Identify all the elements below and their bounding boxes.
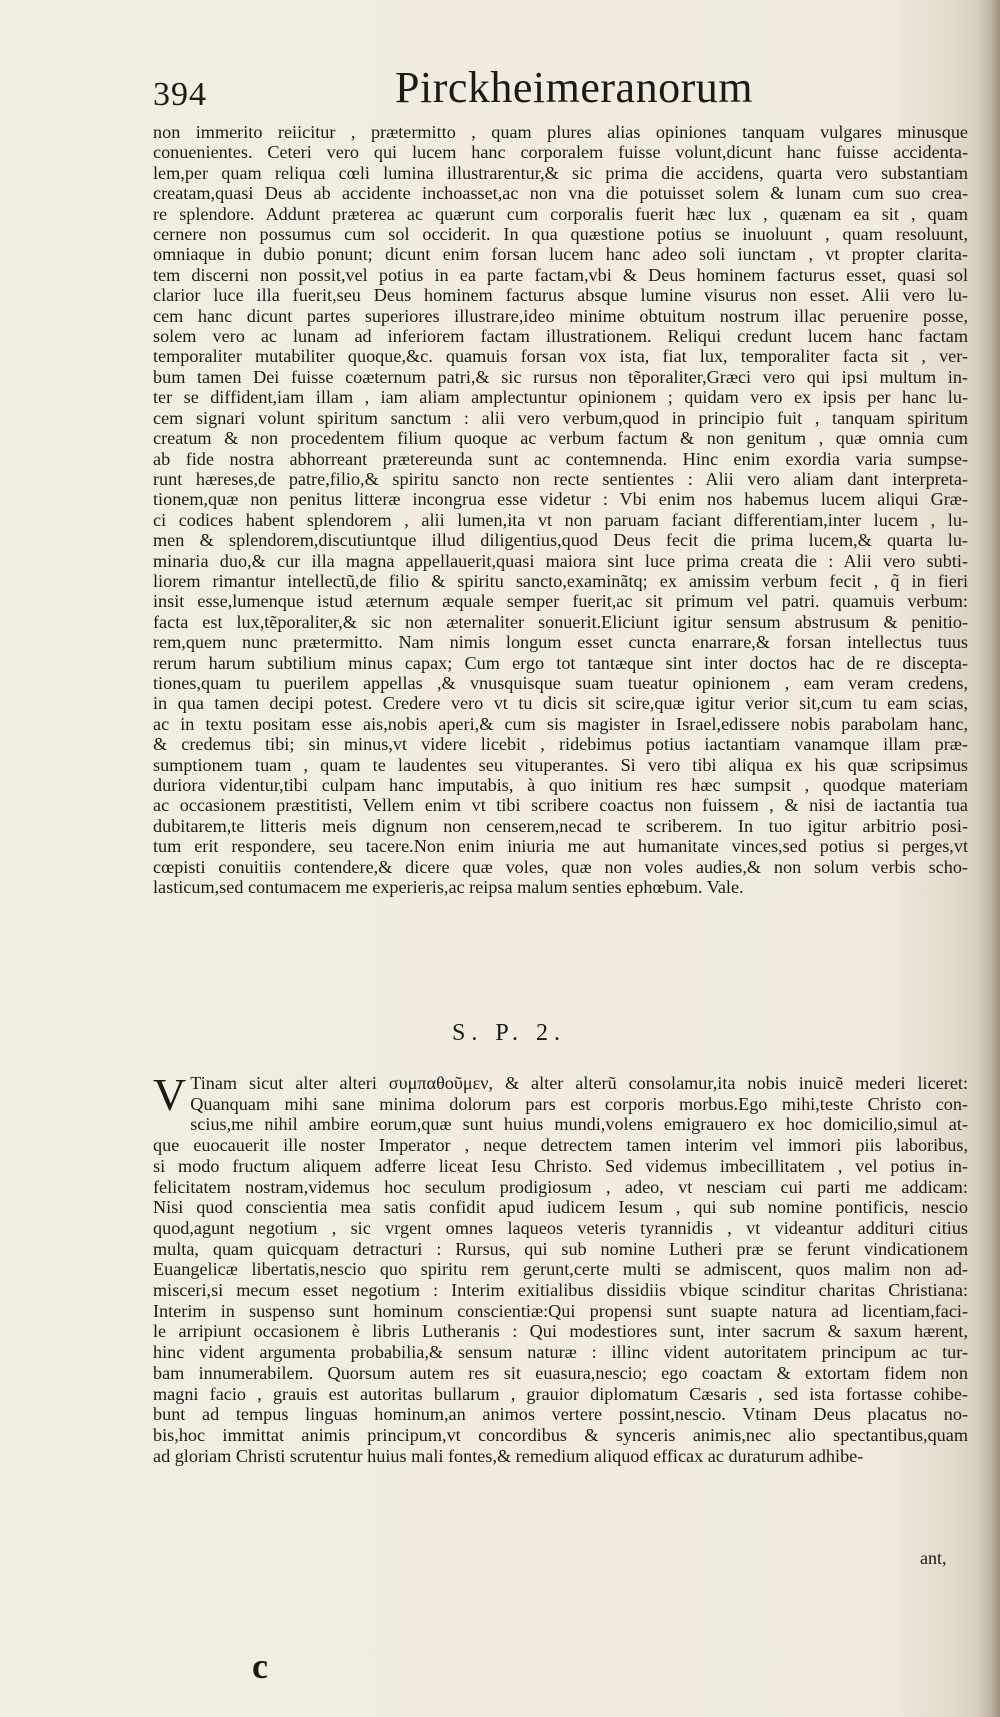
text-line: rerum harum subtilium minus capax; Cum ergo tot tantæque sint inter doctos hac de re disceptа- [153, 652, 968, 673]
page-header [153, 62, 973, 112]
page-number: 394 [153, 76, 207, 113]
text-line: clarior luce illa fuerit,seu Deus hominem facturus absque lumine visurus non esset. Alii vero lu- [153, 285, 968, 306]
text-line: ad gloriam Christi scrutentur huius mali fontes,& remedium aliquod efficax ac duraturum adhibe- [153, 1445, 864, 1466]
text-line: tem discerni non possit,vel potius in ea parte factam,vbi & Deus hominem facturus esset, quasi sol [153, 264, 968, 285]
text-line: solem vero ac lunam ad inferiorem factam illustrationem. Reliqui credunt lucem hanc factam [153, 326, 968, 347]
text-line: dubitarem,te litteris meis dignum non censerem,necad te scriberem. In tuo igitur arbitrio posi- [153, 815, 968, 836]
text-line: Nisi quod conscientia mea satis confidit apud iudicem Iesum , qui sub nomine pontificis, nescio [153, 1197, 968, 1218]
text-line: conuenientes. Ceteri vero qui lucem hanc corporalem fuisse volunt,dicunt hanc fuisse accidenta- [153, 142, 968, 163]
text-line: lasticum,sed contumacem me experieris,ac reipsa malum senties ephœbum. Vale. [153, 877, 744, 898]
text-line: ac in textu positam esse ais,nobis aperi,& cum sis magister in Israel,edissere nobis parabolam hanc, [153, 713, 968, 734]
text-line: minaria duo,& cur illa magna appellauerit,quasi maiora sint luce prima creata die : Alii vero subti- [153, 550, 968, 571]
text-line: quod,agunt negotium , sic vrgent omnes laqueos veteris tyrannidis , vt videantur addituri citius [153, 1217, 968, 1238]
signature-mark: c [252, 1646, 268, 1686]
text-line: facta est lux,tẽporaliter,& sic non æternaliter sonuerit.Eliciunt igitur sensum abstrusum & penitio- [153, 611, 968, 632]
text-line: Euangelicæ libertatis,nescio quo spiritu rem gerunt,certe multi se admiscent, quos malim non ad- [153, 1259, 968, 1280]
page-edge-shadow [978, 0, 1000, 1717]
text-line: runt hæreses,de patre,filio,& spiritu sancto non recte sentientes : Alii vero aliam dant interpreta- [153, 468, 968, 489]
text-line: tionem,quæ non penitus litteræ incongrua esse videtur : Vbi enim nos habemus lucem aliqui Græ- [153, 489, 968, 510]
text-line: que euocauerit ille noster Imperator , neque detrectem tamen interim vel immori piis laboribus, [153, 1135, 968, 1156]
running-title: Pirckheimeranorum [395, 63, 753, 112]
letter-2-body [153, 1069, 968, 1466]
text-line: cem hanc dicunt partes superiores illustrare,ideo minime obtuitum nostrum illac peruenire posse, [153, 305, 968, 326]
text-line: omniaque in dubio ponunt; dicunt enim forsan lucem hanc adeo soli iunctam , vt propter clarita- [153, 244, 968, 265]
text-line: Interim in suspenso sunt hominum conscientiæ:Qui propensi sunt suapte natura ad licentiam,faci- [153, 1300, 968, 1321]
text-line: magni facio , grauis est autoritas bullarum , grauior diplomatum Cæsaris , sed ista fortasse cohibe- [153, 1383, 968, 1404]
text-line: ter se diffident,iam illam , iam aliam amplectuntur opinionem ; quidam vero ex ipsis per hanc lu- [153, 387, 968, 408]
text-line: multa, quam quicquam detracturi : Rursus, qui sub nomine Lutheri præ se ferunt vindicationem [153, 1238, 968, 1259]
text-line: re splendore. Addunt præterea ac quærunt cum corporalis fuerit hæc lux , quænam ea sit , quam [153, 203, 968, 224]
text-line: tum erit respondere, seu tacere.Non enim iniuria me aut humanitate vinces,sed potius si perges,vt [153, 836, 968, 857]
text-line: rem,quem nunc prætermitto. Nam nimis longum esset cuncta enarrare,& forsan intellectus tuus [153, 632, 968, 653]
text-line: insit esse,lumenque istud æternum æquale semper fuerit,ac sit primum vel patri. quamuis verbum: [153, 591, 968, 612]
text-line: sumptionem tuam , quam te laudentes seu vituperantes. Si vero tibi aliqua ex his quæ scripsimus [153, 754, 968, 775]
text-line: hinc vident argumenta probabilia,& sensum naturæ : illinc vident autoritatem principum ac tur- [153, 1342, 968, 1363]
text-line: misceri,si mecum esset negotium : Interim exitialibus dissidiis vbique scinditur charitas Christiana: [153, 1280, 968, 1301]
text-line: cernere non possumus cum sol occiderit. In qua quæstione potius se inuoluunt , quam resoluunt, [153, 224, 968, 245]
text-line: temporaliter mutabiliter quoque,&c. quamuis forsan vox ista, fiat lux, temporaliter facta sit , ver- [153, 346, 968, 367]
text-line: ab fide nostra abhorreant prætereunda sunt ac contemnenda. Hinc enim exordia varia sumpse- [153, 448, 968, 469]
text-line: cœpisti conuitiis contendere,& dicere quæ voles, quæ non voles audies,& non solum verbis scho- [153, 856, 968, 877]
text-line: bam innumerabilem. Quorsum autem res sit euasura,nescio; ego coactam & extortam fidem non [153, 1362, 968, 1383]
text-line: si modo fructum aliquem adferre liceat Iesu Christo. Sed videmus imbecillitatem , vel potius in- [153, 1155, 968, 1176]
text-line: bum tamen Dei fuisse coæternum patri,& sic rursus non tẽporaliter,Græci vero qui ipsi multum in- [153, 366, 968, 387]
letter-2-heading: S. P. 2. [452, 1020, 567, 1046]
text-line: Quanquam mihi sane minima dolorum pars est corporis morbus.Ego mihi,teste Christo con- [190, 1093, 968, 1114]
text-line: & credemus tibi; sin minus,vt videre licebit , ridebimus potius iactantiam vanamque illam præ- [153, 734, 968, 755]
text-line: bunt ad tempus linguas hominum,an animos vertere possint,nescio. Vtinam Deus placatus no- [153, 1404, 968, 1425]
text-line: le arripiunt occasionem è libris Lutheranis : Qui modestiores sunt, inter sacrum & saxum hærent, [153, 1321, 968, 1342]
catchword: ant, [920, 1548, 947, 1568]
text-line: in qua tamen decipi potest. Credere vero vt tu dicis sit scire,quæ igitur verior sit,cum tu eam scias, [153, 693, 968, 714]
text-line: men & splendorem,discutiuntque illud diligentius,quod Deus fecit die prima lucem,& quarta lu- [153, 530, 968, 551]
text-line: non immerito reiicitur , prætermitto , quam plures alias opiniones tanquam vulgares minusque [153, 122, 968, 142]
text-line: ac occasionem præstitisti, Vellem enim vt tibi scribere coactus non fuissem , & nisi de iactantia tua [153, 795, 968, 816]
text-line: lem,per quam reliqua cœli lumina illustrarentur,& sic prima die accidens, quarta vero substantiam [153, 162, 968, 183]
text-line: Tinam sicut alter alteri συμπαθοῦμεν, & alter alterũ consolamur,ita nobis inuicẽ mederi liceret: [190, 1073, 968, 1093]
text-line: tiones,quam tu puerilem appellas ,& vnusquisque suam tueatur opinionem , eam veram credens, [153, 672, 968, 693]
text-line: felicitatem nostram,videmus hoc seculum prodigiosum , adeo, vt nesciam cui parti me addicam: [153, 1176, 968, 1197]
text-line: creatum & non procedentem filium quoque ac verbum factum & non genitum , quæ omnia cum [153, 428, 968, 449]
text-line: scius,me nihil ambire eorum,quæ sunt huius mundi,volens emigrauero ex hoc domicilio,simul at- [190, 1114, 968, 1135]
text-line: liorem rimantur intellectũ,de filio & spiritu sancto,examinãtq; ex amissim verbum fecit , q̃ in fieri [153, 570, 968, 591]
letter-1-body [153, 122, 968, 897]
text-line: cem signari volunt spiritum sanctum : alii vero verbum,quod in principio fuit , tanquam spiritum [153, 407, 968, 428]
text-line: bis,hoc immittat animis principum,vt concordibus & synceris animis,nec alio spectantibus,quam [153, 1424, 968, 1445]
text-line: ci codices habent splendorem , alii lumen,ita vt non paruam faciant differentiam,inter lucem , lu- [153, 509, 968, 530]
text-line: creatam,quasi Deus ab accidente inchoasset,ac non vna die potuisset solem & lunam cum suo crea- [153, 183, 968, 204]
text-line: duriora videntur,tibi culpam hanc imputabis, à quo initium res hæc sumpsit , quodque materiam [153, 775, 968, 795]
drop-cap: V [153, 1069, 187, 1120]
